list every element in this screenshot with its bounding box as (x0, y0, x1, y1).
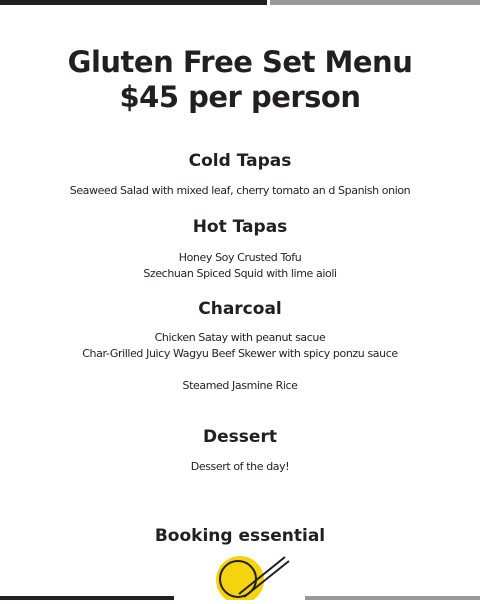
menu-item: Char-Grilled Juicy Wagyu Beef Skewer with spicy ponzu sauce (82, 347, 398, 360)
top-border-dark (0, 0, 267, 5)
menu-item: Honey Soy Crusted Tofu (178, 251, 302, 264)
bowl-with-chopsticks-icon (213, 554, 293, 604)
menu-title: Gluten Free Set Menu (67, 45, 413, 79)
section-heading-dessert: Dessert (203, 427, 277, 447)
menu-price: $45 per person (119, 80, 361, 114)
menu-item: Chicken Satay with peanut sacue (154, 331, 326, 344)
booking-note: Booking essential (154, 526, 326, 546)
menu-item: Steamed Jasmine Rice (182, 379, 298, 392)
section-heading-charcoal: Charcoal (198, 299, 282, 319)
top-border-gray (270, 0, 480, 5)
section-heading-hot-tapas: Hot Tapas (192, 217, 288, 237)
menu-item: Dessert of the day! (190, 460, 290, 473)
menu-item: Seaweed Salad with mixed leaf, cherry tomato an d Spanish onion (69, 184, 411, 197)
bottom-border-dark (0, 596, 174, 600)
section-heading-cold-tapas: Cold Tapas (188, 151, 292, 171)
bottom-border-gray (305, 596, 480, 600)
menu-item: Szechuan Spiced Squid with lime aioli (143, 267, 337, 280)
